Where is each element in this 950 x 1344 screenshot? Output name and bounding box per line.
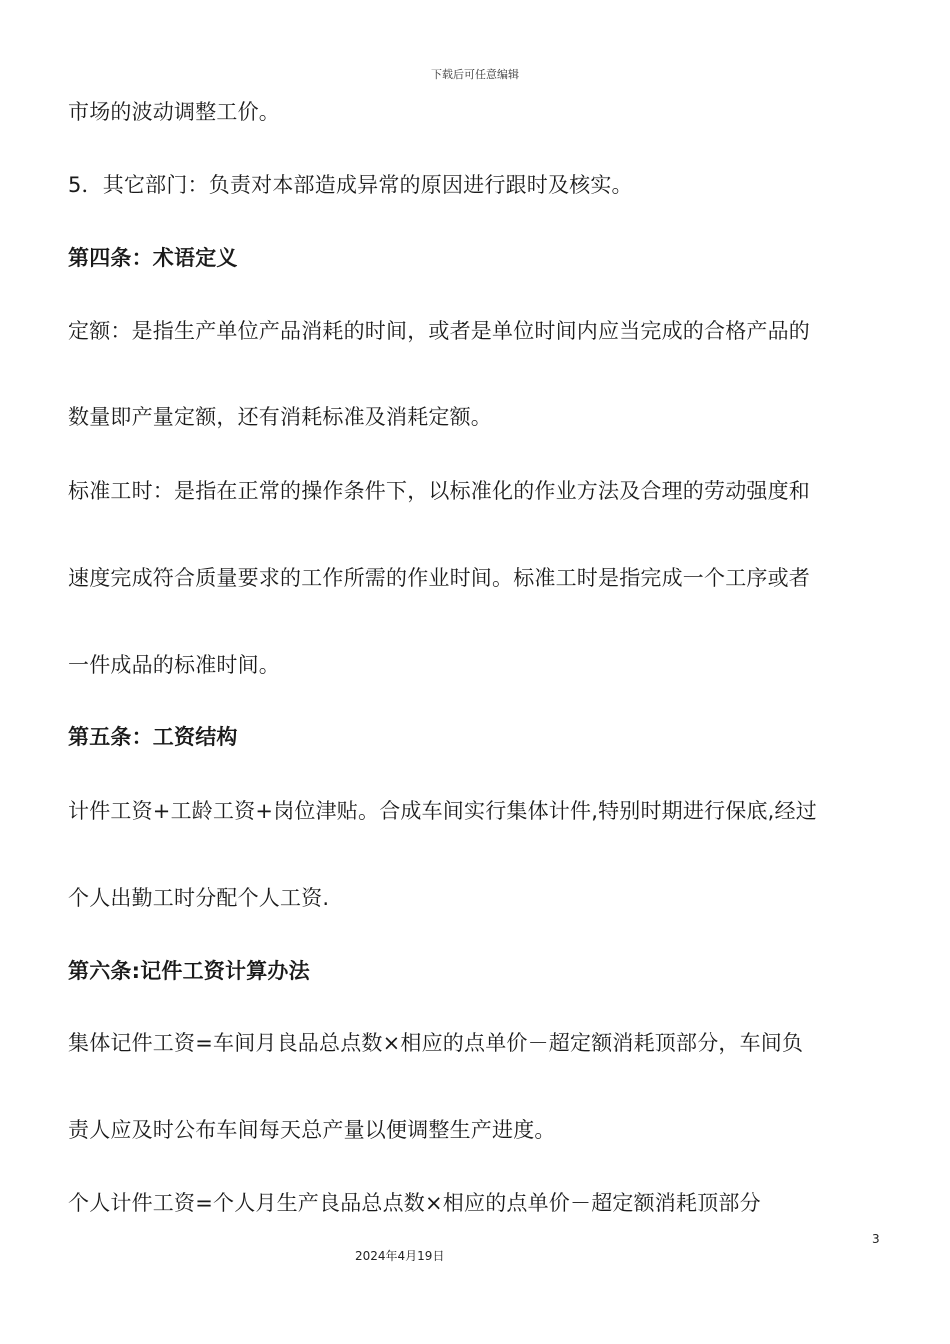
body-line: 定额：是指生产单位产品消耗的时间，或者是单位时间内应当完成的合格产品的	[68, 319, 810, 343]
body-line: 集体记件工资=车间月良品总点数×相应的点单价－超定额消耗顶部分，车间负	[68, 1031, 804, 1055]
body-line: 责人应及时公布车间每天总产量以便调整生产进度。	[68, 1118, 556, 1142]
body-line: 个人出勤工时分配个人工资.	[68, 886, 330, 910]
body-line: 标准工时：是指在正常的操作条件下，以标准化的作业方法及合理的劳动强度和	[68, 479, 810, 503]
section-heading: 第五条：工资结构	[68, 725, 238, 749]
page-header: 下载后可任意编辑	[431, 68, 519, 81]
body-line: 一件成品的标准时间。	[68, 653, 280, 677]
footer-date: 2024年4月19日	[355, 1249, 445, 1263]
section-heading: 第四条：术语定义	[68, 246, 238, 270]
body-line: 5．其它部门：负责对本部造成异常的原因进行跟时及核实。	[68, 173, 633, 197]
page-number: 3	[872, 1232, 880, 1246]
section-heading: 第六条:记件工资计算办法	[68, 959, 310, 983]
body-line: 速度完成符合质量要求的工作所需的作业时间。标准工时是指完成一个工序或者	[68, 566, 810, 590]
body-line: 市场的波动调整工价。	[68, 100, 280, 124]
body-line: 计件工资+工龄工资+岗位津贴。合成车间实行集体计件,特别时期进行保底,经过	[68, 799, 817, 823]
body-line: 个人计件工资=个人月生产良品总点数×相应的点单价－超定额消耗顶部分	[68, 1191, 761, 1215]
body-line: 数量即产量定额，还有消耗标准及消耗定额。	[68, 405, 492, 429]
